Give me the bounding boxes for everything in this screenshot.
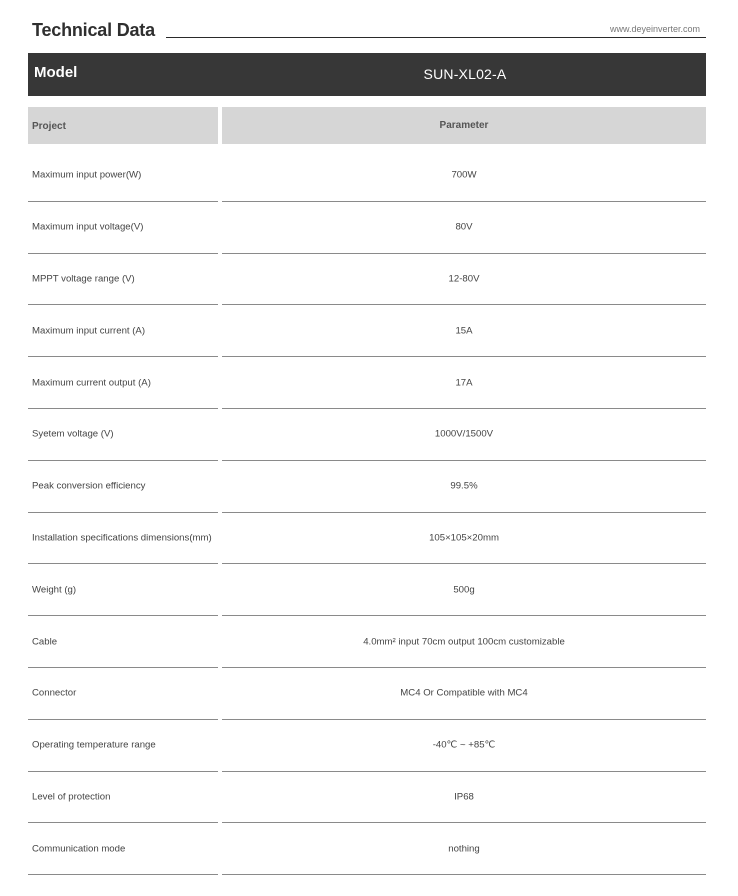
- parameter-cell: [222, 305, 706, 357]
- project-text: Maximum input voltage(V): [32, 221, 144, 233]
- table-row: [28, 305, 706, 357]
- model-bar: [28, 53, 706, 96]
- parameter-text: 4.0mm² input 70cm output 100cm customizable: [363, 636, 565, 648]
- parameter-text: 1000V/1500V: [434, 428, 494, 440]
- table-row: [28, 409, 706, 461]
- table-row: [28, 254, 706, 306]
- project-text: Syetem voltage (V): [32, 428, 114, 440]
- page-title: Technical Data: [32, 20, 155, 40]
- project-text: Maximum input power(W): [32, 169, 142, 181]
- model-label: Model: [34, 64, 78, 81]
- table-row: [28, 668, 706, 720]
- table-row: [28, 772, 706, 824]
- website-url: www.deyeinverter.com: [606, 24, 700, 34]
- project-cell: [28, 254, 218, 306]
- project-cell: [28, 357, 218, 409]
- parameter-cell: [222, 564, 706, 616]
- project-text: Operating temperature range: [32, 739, 156, 751]
- project-text: Cable: [32, 636, 58, 648]
- parameter-cell: [222, 720, 706, 772]
- parameter-cell: [222, 772, 706, 824]
- project-text: Communication mode: [32, 843, 126, 855]
- spec-table: [28, 150, 706, 875]
- parameter-cell: [222, 461, 706, 513]
- parameter-text: 105×105×20mm: [429, 532, 499, 544]
- project-cell: [28, 823, 218, 875]
- parameter-cell: [222, 409, 706, 461]
- project-cell: [28, 513, 218, 565]
- project-cell: [28, 409, 218, 461]
- project-cell: [28, 564, 218, 616]
- parameter-cell: [222, 823, 706, 875]
- parameter-text: 80V: [455, 221, 473, 233]
- page-header: [32, 16, 706, 44]
- project-text: MPPT voltage range (V): [32, 273, 135, 285]
- parameter-text: 700W: [451, 169, 477, 181]
- project-cell: [28, 461, 218, 513]
- parameter-text: MC4 Or Compatible with MC4: [400, 687, 528, 699]
- table-row: [28, 202, 706, 254]
- table-row: [28, 823, 706, 875]
- project-cell: [28, 772, 218, 824]
- parameter-cell: [222, 513, 706, 565]
- project-text: Maximum current output (A): [32, 377, 151, 389]
- parameter-text: 17A: [455, 377, 473, 389]
- project-cell: [28, 305, 218, 357]
- project-text: Peak conversion efficiency: [32, 480, 146, 492]
- table-row: [28, 564, 706, 616]
- table-row: [28, 616, 706, 668]
- parameter-text: nothing: [448, 843, 480, 855]
- parameter-cell: [222, 254, 706, 306]
- table-row: [28, 150, 706, 202]
- project-text: Installation specifications dimensions(mm): [32, 532, 212, 544]
- table-row: [28, 720, 706, 772]
- table-row: [28, 357, 706, 409]
- table-row: [28, 513, 706, 565]
- project-cell: [28, 150, 218, 202]
- parameter-cell: [222, 357, 706, 409]
- project-cell: [28, 616, 218, 668]
- project-cell: [28, 202, 218, 254]
- column-header-parameter: Parameter: [222, 107, 706, 144]
- parameter-cell: [222, 616, 706, 668]
- parameter-text: 500g: [453, 584, 475, 596]
- table-row: [28, 461, 706, 513]
- project-text: Maximum input current (A): [32, 325, 146, 337]
- parameter-cell: [222, 150, 706, 202]
- parameter-cell: [222, 202, 706, 254]
- project-text: Connector: [32, 687, 77, 699]
- column-header-project: Project: [28, 107, 218, 144]
- model-value: SUN-XL02-A: [423, 66, 507, 82]
- parameter-text: 99.5%: [450, 480, 478, 492]
- parameter-text: 15A: [455, 325, 473, 337]
- project-text: Weight (g): [32, 584, 77, 596]
- parameter-text: -40℃ ~ +85℃: [432, 739, 496, 751]
- parameter-cell: [222, 668, 706, 720]
- table-header-row: [28, 107, 706, 144]
- title-divider: [166, 37, 706, 38]
- parameter-text: IP68: [454, 791, 474, 803]
- project-cell: [28, 668, 218, 720]
- project-text: Level of protection: [32, 791, 111, 803]
- project-cell: [28, 720, 218, 772]
- parameter-text: 12-80V: [448, 273, 480, 285]
